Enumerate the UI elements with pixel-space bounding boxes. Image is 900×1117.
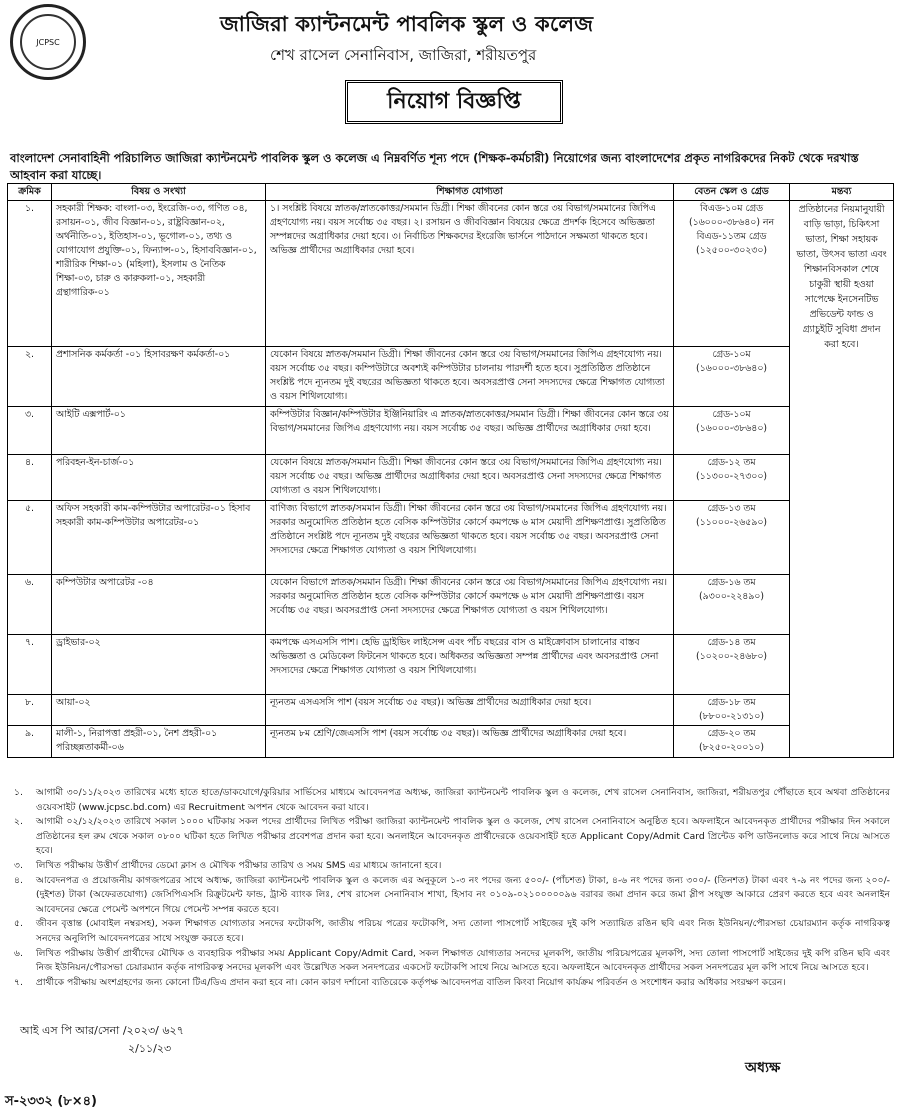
instruction-item — [14, 917, 890, 946]
row-pay: গ্রেড-১৬ তম (৯৩০০-২২৪৯০) — [674, 575, 790, 635]
row-pay: গ্রেড-১০ম (১৬০০০-৩৮৬৪০) — [674, 347, 790, 407]
row-qualification: কম্পিউটার বিজ্ঞান/কম্পিউটার ইঞ্জিনিয়ারিং এ স্নাতক/স্নাতকোত্তর/সমমান ডিগ্রী। শিক্ষা জীবনের কোন স্তরে ৩য় বিভাগ/সমমানের জিপিএ গ্রহণযোগ্য নয়। বয়স সর্বোচ্চ ৩৫ বছর। অভিজ্ঞ প্রার্থীদের অগ্রাধিকার দেয়া হবে। — [266, 407, 674, 455]
header-pay-scale: বেতন স্কেল ও গ্রেড — [674, 184, 790, 201]
vacancy-table — [7, 183, 894, 758]
instruction-text: জীবন বৃত্তান্ত (মোবাইল নম্বরসহ), সকল শিক্ষাগত যোগ্যতার সনদের ফটোকপি, জাতীয় পরিচয় পত্রের ফটোকপি, সদ্য তোলা পাসপোর্ট সাইজের দুই কপি সত্যায়িত রঙিন ছবি এবং নিজ ইউনিয়ন/পৌরসভা চেয়ারম্যান কর্তৃক নাগরিকত্ব সনদের অনুলিপি আবেদনপত্রের সাথে সংযুক্ত করতে হবে। — [36, 918, 890, 944]
row-serial: ৫. — [8, 501, 52, 575]
instruction-number: ৬. — [14, 947, 23, 959]
table-header-row — [8, 184, 894, 201]
row-qualification: যেকোন বিভাগে স্নাতক/সমমান ডিগ্রী। শিক্ষা জীবনের কোন স্তরে ৩য় বিভাগ/সমমানের জিপিএ গ্রহণযোগ্য নয়। সরকার অনুমোদিত প্রতিষ্ঠান হতে বেসিক কম্পিউটার কোর্সে কমপক্ষে ৬ মাস মেয়াদী প্রশিক্ষণপ্রাপ্ত। বয়স সর্বোচ্চ ৩৫ বছর। অবসরপ্রাপ্ত সেনা সদস্যদের ক্ষেত্রে শিক্ষাগত যোগ্যতা ও বয়স শিথিলযোগ্য। — [266, 575, 674, 635]
row-pay: বিএড-১০ম গ্রেড (১৬০০০-৩৮৬৪০) নন বিএড-১১তম গ্রেড (১২৫০০-৩০২৩০) — [674, 201, 790, 347]
row-serial: ৪. — [8, 455, 52, 501]
row-post: আইটি এক্সপার্ট-০১ — [52, 407, 266, 455]
row-qualification: কমপক্ষে এসএসসি পাশ। হেভি ড্রাইভিং লাইসেন্স এবং পাঁচ বছরের বাস ও মাইক্রোবাস চালানোর বাস্তব অভিজ্ঞতা ও মেডিকেল ফিটনেস থাকতে হবে। অধিকতর অভিজ্ঞতা সম্পন্ন প্রার্থীদের এবং অবসরপ্রাপ্ত সেনা সদস্যদের ক্ষেত্রে শিক্ষাগত যোগ্যতা ও বয়স শিথিলযোগ্য। — [266, 635, 674, 695]
row-pay: গ্রেড-১৩ তম (১১০০০-২৬৫৯০) — [674, 501, 790, 575]
instruction-text: আবেদনপত্র ও প্রয়োজনীয় কাগজপত্রের সাথে অধ্যক্ষ, জাজিরা ক্যান্টনমেন্ট পাবলিক স্কুল ও কলেজ এর অনুকূলে ১-৩ নং পদের জন্য ৫০০/- (পাঁচশত) টাকা, ৪-৬ নং পদের জন্য ৩০০/- (তিনশত) টাকা এবং ৭-৯ নং পদের জন্য ২০০/- (দুইশত) টাকা (অফেরতযোগ্য) জেসিপিএসসি রিক্রুটমেন্ট ফান্ড, ট্রাস্ট ব্যাংক লিঃ, শেখ রাসেল সেনানিবাস শাখা, হিসাব নং ০১০৯-০২১০০০০০৯৬ বরাবর জমা প্রদান করে জমা স্লীপ সংযুক্ত আকারে প্রেরণ করতে হবে এবং অনলাইন আবেদনের ক্ষেত্রে পেমেন্ট অপশনে গিয়ে পেমেন্ট সম্পন্ন করতে হবে। — [36, 874, 890, 915]
table-row — [8, 501, 894, 575]
table-row — [8, 726, 894, 758]
intro-text: বাংলাদেশ সেনাবাহিনী পরিচালিত জাজিরা ক্যান্টনমেন্ট পাবলিক স্কুল ও কলেজ এ নিম্নবর্ণিত শূন্য পদে (শিক্ষক-কর্মচারী) নিয়োগের জন্য বাংলাদেশের প্রকৃত নাগরিকদের নিকট থেকে দরখাস্ত আহবান করা যাচ্ছে। — [10, 151, 859, 182]
header-serial: ক্রমিক — [8, 184, 52, 201]
instruction-number: ৫. — [14, 918, 23, 930]
instruction-text: লিখিত পরীক্ষায় উত্তীর্ণ প্রার্থীদের মৌখিক ও ব্যবহারিক পরীক্ষার সময় Applicant Copy/Admit Card, সকল শিক্ষাগত যোগ্যতার সনদের মূলকপি, জাতীয় পরিচয়পত্রের মূলকপি, সদ্য তোলা পাসপোর্ট সাইজের দুই কপি রঙিন ছবি এবং নিজ ইউনিয়ন/পৌরসভা চেয়ারম্যান কর্তৃক নাগরিকত্ব সনদের মূলকপি এবং উল্লেখিত সকল সনদপত্রের একসেট ফটোকপি সাথে নিয়ে আসতে হবে। অফলাইনে আবেদনকৃত প্রার্থীদের সকল সনদপত্রের মূল কপি সাথে নিয়ে আসতে হবে। — [36, 947, 890, 974]
instruction-number: ৭. — [14, 976, 23, 988]
row-pay: গ্রেড-১৪ তম (১০২০০-২৪৬৮০) — [674, 635, 790, 695]
school-emblem-icon — [10, 4, 86, 80]
row-post: প্রশাসনিক কর্মকর্তা -০১ হিসাবরক্ষণ কর্মকর্তা-০১ — [52, 347, 266, 407]
row-post: সহকারী শিক্ষক: বাংলা-০৩, ইংরেজি-০৩, গণিত ০৪, রসায়ন-০১, জীব বিজ্ঞান-০১, রাষ্ট্রবিজ্ঞান-০২, অর্থনীতি-০১, ইতিহাস-০১, ভূগোল-০১, তথ্য ও যোগাযোগ প্রযুক্তি-০১, ফিন্যান্স-০১, হিসাববিজ্ঞান-০১, শারীরিক শিক্ষা-০১ (মহিলা), ইসলাম ও নৈতিক শিক্ষা-০৩, চারু ও কারুকলা-০১, সহকারী গ্রন্থাগারিক-০১ — [52, 201, 266, 347]
instruction-item — [14, 976, 890, 991]
memo-date: ২/১১/২৩ — [128, 1042, 172, 1055]
header-post: বিষয় ও সংখ্যা — [52, 184, 266, 201]
header-qualification: শিক্ষাগত যোগ্যতা — [266, 184, 674, 201]
instruction-number: ৩. — [14, 859, 23, 871]
table-row — [8, 347, 894, 407]
table-row — [8, 635, 894, 695]
school-name: জাজিরা ক্যান্টনমেন্ট পাবলিক স্কুল ও কলেজ — [220, 12, 594, 36]
instructions-list — [14, 786, 890, 990]
row-pay: গ্রেড-১২ তম (১১৩০০-২৭৩০০) — [674, 455, 790, 501]
table-row — [8, 575, 894, 635]
row-qualification: ১। সংশ্লিষ্ট বিষয়ে স্নাতক/স্নাতকোত্তর/সমমান ডিগ্রী। শিক্ষা জীবনের কোন স্তরে ৩য় বিভাগ/সমমানের জিপিএ গ্রহণযোগ্য নয়। বয়স সর্বোচ্চ ৩৫ বছর। ২। রসায়ন ও জীববিজ্ঞান বিষয়ের ক্ষেত্রে প্রদর্শক হিসেবে অভিজ্ঞতা সম্পন্নদের অগ্রাধিকার দেয়া হবে। ৩। নির্বাচিত শিক্ষকদের ইংরেজি ভার্সনে পাঠদানে সক্ষমতা থাকতে হবে। অভিজ্ঞ প্রার্থীদের অগ্রাধিকার দেয়া হবে। — [266, 201, 674, 347]
row-serial: ৯. — [8, 726, 52, 758]
logo-caption: JCPSC — [20, 14, 76, 70]
reference-code: স-২৩৩২ (৮×৪) — [5, 1094, 97, 1109]
row-qualification: যেকোন বিষয়ে স্নাতক/সমমান ডিগ্রী। শিক্ষা জীবনের কোন স্তরে ৩য় বিভাগ/সমমানের জিপিএ গ্রহণযোগ্য নয়। বয়স সর্বোচ্চ ৩৫ বছর। কম্পিউটারে অবশ্যই কম্পিউটার চালনায় পারদর্শী হতে হবে। সুপ্রতিষ্ঠিত প্রতিষ্ঠানে সংশ্লিষ্ট পদে ন্যূনতম দুই বছরের অভিজ্ঞতা থাকতে হবে। অবসরপ্রাপ্ত সেনা সদস্যদের ক্ষেত্রে শিক্ষাগত যোগ্যতা ও বয়স শিথিলযোগ্য। — [266, 347, 674, 407]
header-remarks: মন্তব্য — [790, 184, 894, 201]
instruction-item — [14, 786, 890, 815]
table-row — [8, 407, 894, 455]
row-serial: ৮. — [8, 695, 52, 726]
row-post: আয়া-০২ — [52, 695, 266, 726]
row-pay: গ্রেড-১৮ তম (৮৮০০-২১৩১০) — [674, 695, 790, 726]
memo-number: আই এস পি আর/সেনা /২০২৩/ ৬২৭ — [20, 1024, 184, 1037]
school-address: শেখ রাসেল সেনানিবাস, জাজিরা, শরীয়তপুর — [270, 46, 537, 64]
row-serial: ৭. — [8, 635, 52, 695]
instruction-number: ১. — [14, 787, 23, 798]
remarks-cell: প্রতিষ্ঠানের নিয়মানুযায়ী বাড়ি ভাড়া, চিকিৎসা ভাতা, শিক্ষা সহায়ক ভাতা, উৎসব ভাতা এবং শিক্ষানবিসকাল শেষে চাকুরী স্থায়ী হওয়া সাপেক্ষে ইনসেনটিভ প্রভিডেন্ট ফান্ড ও গ্র্যাচুইটি সুবিধা প্রদান করা হবে। — [790, 201, 894, 758]
instruction-text: আগামী ০২/১২/২০২৩ তারিখে সকাল ১০০০ ঘটিকায় সকল পদের প্রার্থীদের লিখিত পরীক্ষা জাজিরা ক্যান্টনমেন্ট পাবলিক স্কুল ও কলেজ, শেখ রাসেল সেনানিবাসে অনুষ্ঠিত হবে। অফলাইনে আবেদনকৃত প্রার্থীদের পরীক্ষার দিন সকালে প্রতিষ্ঠানের হল রুম থেকে সকাল ০৮০০ ঘটিকা হতে লিখিত পরীক্ষার প্রবেশপত্র প্রদান করা হবে। অনলাইনে আবেদনকৃত প্রার্থীদেরকে ওয়েবসাইট হতে Applicant Copy/Admit Card প্রিন্টেড কপি ডাউনলোড করে সাথে নিয়ে আসতে হবে। — [36, 816, 890, 857]
row-post: কম্পিউটার অপারেটর -০৪ — [52, 575, 266, 635]
row-serial: ২. — [8, 347, 52, 407]
row-qualification: যেকোন বিষয়ে স্নাতক/সমমান ডিগ্রী। শিক্ষা জীবনের কোন স্তরে ৩য় বিভাগ/সমমানের জিপিএ গ্রহণযোগ্য নয়। বয়স সর্বোচ্চ ৩৫ বছর। অভিজ্ঞ প্রার্থীদের অগ্রাধিকার দেয়া হবে। অবসরপ্রাপ্ত সেনা সদস্যদের ক্ষেত্রে শিক্ষাগত যোগ্যতা ও বয়স শিথিলযোগ্য। — [266, 455, 674, 501]
row-serial: ৩. — [8, 407, 52, 455]
row-qualification: ন্যূনতম এসএসসি পাশ (বয়স সর্বোচ্চ ৩৫ বছর)। অভিজ্ঞ প্রার্থীদের অগ্রাধিকার দেয়া হবে। — [266, 695, 674, 726]
row-post: অফিস সহকারী কাম-কম্পিউটার অপারেটর-০১ হিসাব সহকারী কাম-কম্পিউটার অপারেটর-০১ — [52, 501, 266, 575]
row-pay: গ্রেড-২০ তম (৮২৫০-২০০১০) — [674, 726, 790, 758]
instruction-number: ৪. — [14, 874, 23, 886]
table-row — [8, 455, 894, 501]
row-serial: ১. — [8, 201, 52, 347]
instruction-text: আগামী ৩০/১১/২০২৩ তারিখের মধ্যে হাতে হাতে/ডাকযোগে/কুরিয়ার সার্ভিসের মাধ্যমে আবেদনপত্র অধ্যক্ষ, জাজিরা ক্যান্টনমেন্ট পাবলিক স্কুল ও কলেজ, শেখ রাসেল সেনানিবাস, জাজিরা, শরীয়তপুর পৌঁছাতে হবে অথবা প্রতিষ্ঠানের ওয়েবসাইট (www.jcpsc.bd.com) এর Recruitment অপশন থেকে আবেদন করা যাবে। — [36, 787, 890, 813]
notice-title: নিয়োগ বিজ্ঞপ্তি — [345, 80, 563, 124]
row-post: পরিবহন-ইন-চার্জ-০১ — [52, 455, 266, 501]
row-qualification: ন্যূনতম ৮ম শ্রেণি/জেএসসি পাশ (বয়স সর্বোচ্চ ৩৫ বছর)। অভিজ্ঞ প্রার্থীদের অগ্রাধিকার দেয়া হবে। — [266, 726, 674, 758]
instruction-item — [14, 947, 890, 976]
instruction-text: লিখিত পরীক্ষায় উত্তীর্ণ প্রার্থীদের ডেমো ক্লাস ও মৌখিক পরীক্ষার তারিখ ও সময় SMS এর মাধ্যমে জানানো হবে। — [36, 859, 442, 871]
table-row — [8, 695, 894, 726]
instruction-item — [14, 815, 890, 859]
instruction-item — [14, 859, 890, 874]
table-row — [8, 201, 894, 347]
instruction-text: প্রার্থীকে পরীক্ষায় অংশগ্রহণের জন্য কোনো টিএ/ডিএ প্রদান করা হবে না। কোন কারণ দর্শানো ব্যতিরেকে কর্তৃপক্ষ আবেদনপত্র বাতিল কিংবা নিয়োগ কার্যক্রম পরিবর্তন ও সংশোধন করার অধিকার সংরক্ষণ করেন। — [36, 976, 786, 988]
row-qualification: বাণিজ্য বিভাগে স্নাতক/সমমান ডিগ্রী। শিক্ষা জীবনের কোন স্তরে ৩য় বিভাগ/সমমানের জিপিএ গ্রহণযোগ্য নয়। সরকার অনুমোদিত প্রতিষ্ঠান হতে বেসিক কম্পিউটার কোর্সে কমপক্ষে ৬ মাস মেয়াদী প্রশিক্ষণপ্রাপ্ত। সুপ্রতিষ্ঠিত প্রতিষ্ঠানে সংশ্লিষ্ট পদে ন্যূনতম দুই বছরের অভিজ্ঞতা থাকতে হবে। বয়স সর্বোচ্চ ৩৫ বছর। অবসরপ্রাপ্ত সেনা সদস্যদের ক্ষেত্রে শিক্ষাগত যোগ্যতা ও বয়স শিথিলযোগ্য। — [266, 501, 674, 575]
row-post: মালী-১, নিরাপত্তা প্রহরী-০১, নৈশ প্রহরী-০১ পরিচ্ছন্নতাকর্মী-০৬ — [52, 726, 266, 758]
row-serial: ৬. — [8, 575, 52, 635]
instruction-number: ২. — [14, 816, 23, 828]
row-pay: গ্রেড-১০ম (১৬০০০-৩৮৬৪০) — [674, 407, 790, 455]
signature-title: অধ্যক্ষ — [745, 1060, 781, 1076]
row-post: ড্রাইভার-০২ — [52, 635, 266, 695]
instruction-item — [14, 874, 890, 918]
